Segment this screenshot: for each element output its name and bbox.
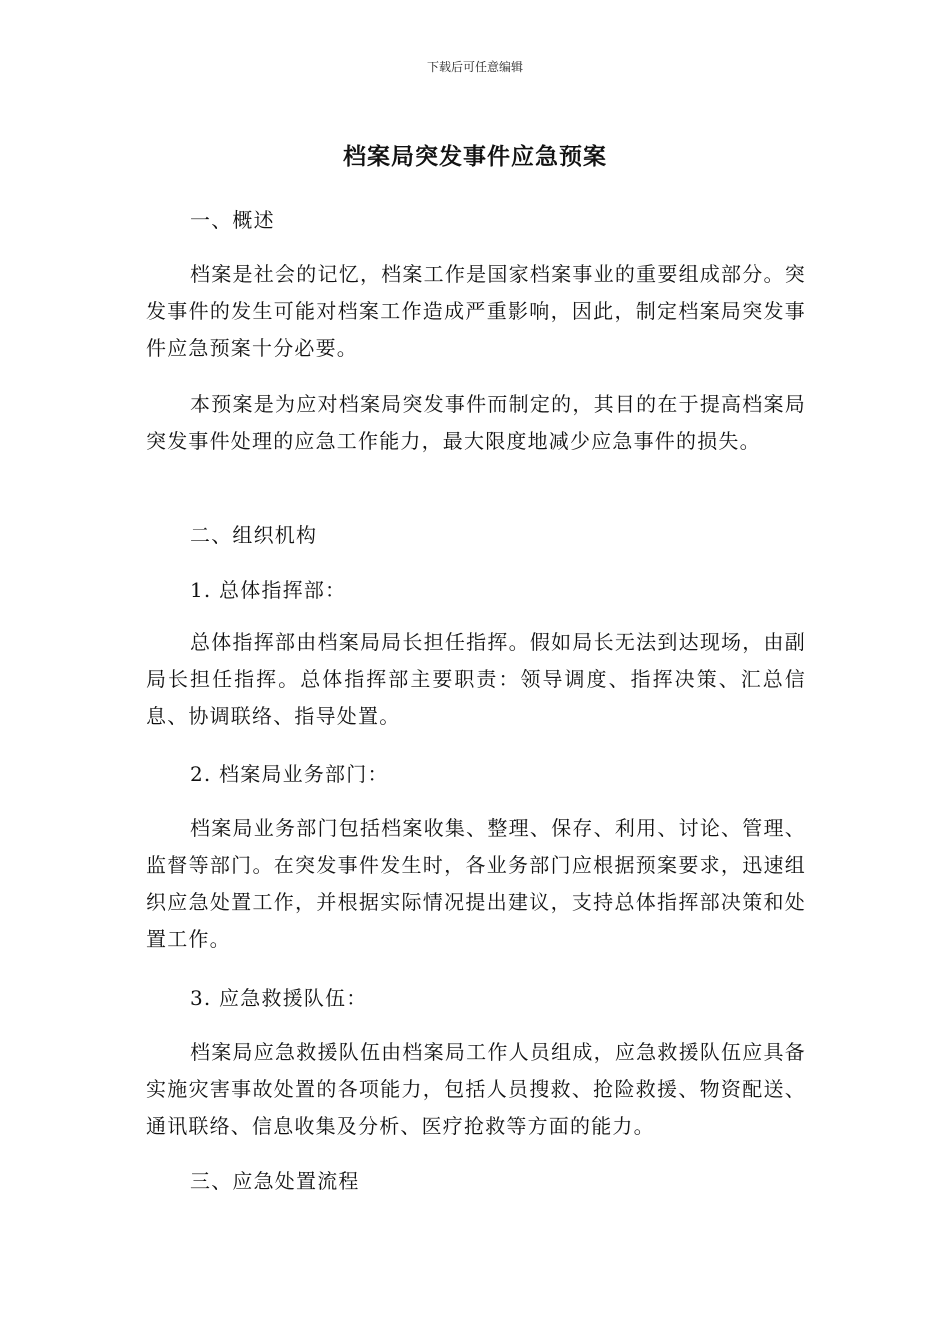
section-2-paragraph-1: 总体指挥部由档案局局长担任指挥。假如局长无法到达现场，由副局长担任指挥。总体指挥部主要职责：领导调度、指挥决策、汇总信息、协调联络、指导处置。 xyxy=(146,630,806,728)
section-2-subheading-1: 1. 总体指挥部： xyxy=(190,578,347,602)
header-note: 下载后可任意编辑 xyxy=(426,60,523,74)
section-2-subheading-2: 2. 档案局业务部门： xyxy=(190,762,389,786)
section-1-paragraph-1: 档案是社会的记忆，档案工作是国家档案事业的重要组成部分。突发事件的发生可能对档案工作造成严重影响，因此，制定档案局突发事件应急预案十分必要。 xyxy=(146,262,806,360)
section-2-subheading-3: 3. 应急救援队伍： xyxy=(190,986,368,1010)
section-1-heading: 一、概述 xyxy=(190,208,275,232)
document-title: 档案局突发事件应急预案 xyxy=(343,144,607,170)
section-3-heading: 三、应急处置流程 xyxy=(190,1169,360,1193)
section-2-heading: 二、组织机构 xyxy=(190,523,318,547)
section-2-paragraph-3: 档案局应急救援队伍由档案局工作人员组成，应急救援队伍应具备实施灾害事故处置的各项能力，包括人员搜救、抢险救援、物资配送、通讯联络、信息收集及分析、医疗抢救等方面的能力。 xyxy=(146,1040,806,1138)
section-2-paragraph-2: 档案局业务部门包括档案收集、整理、保存、利用、讨论、管理、监督等部门。在突发事件发生时，各业务部门应根据预案要求，迅速组织应急处置工作，并根据实际情况提出建议，支持总体指挥部决策和处置工作。 xyxy=(146,816,806,951)
section-1-paragraph-2: 本预案是为应对档案局突发事件而制定的，其目的在于提高档案局突发事件处理的应急工作能力，最大限度地减少应急事件的损失。 xyxy=(146,392,806,453)
